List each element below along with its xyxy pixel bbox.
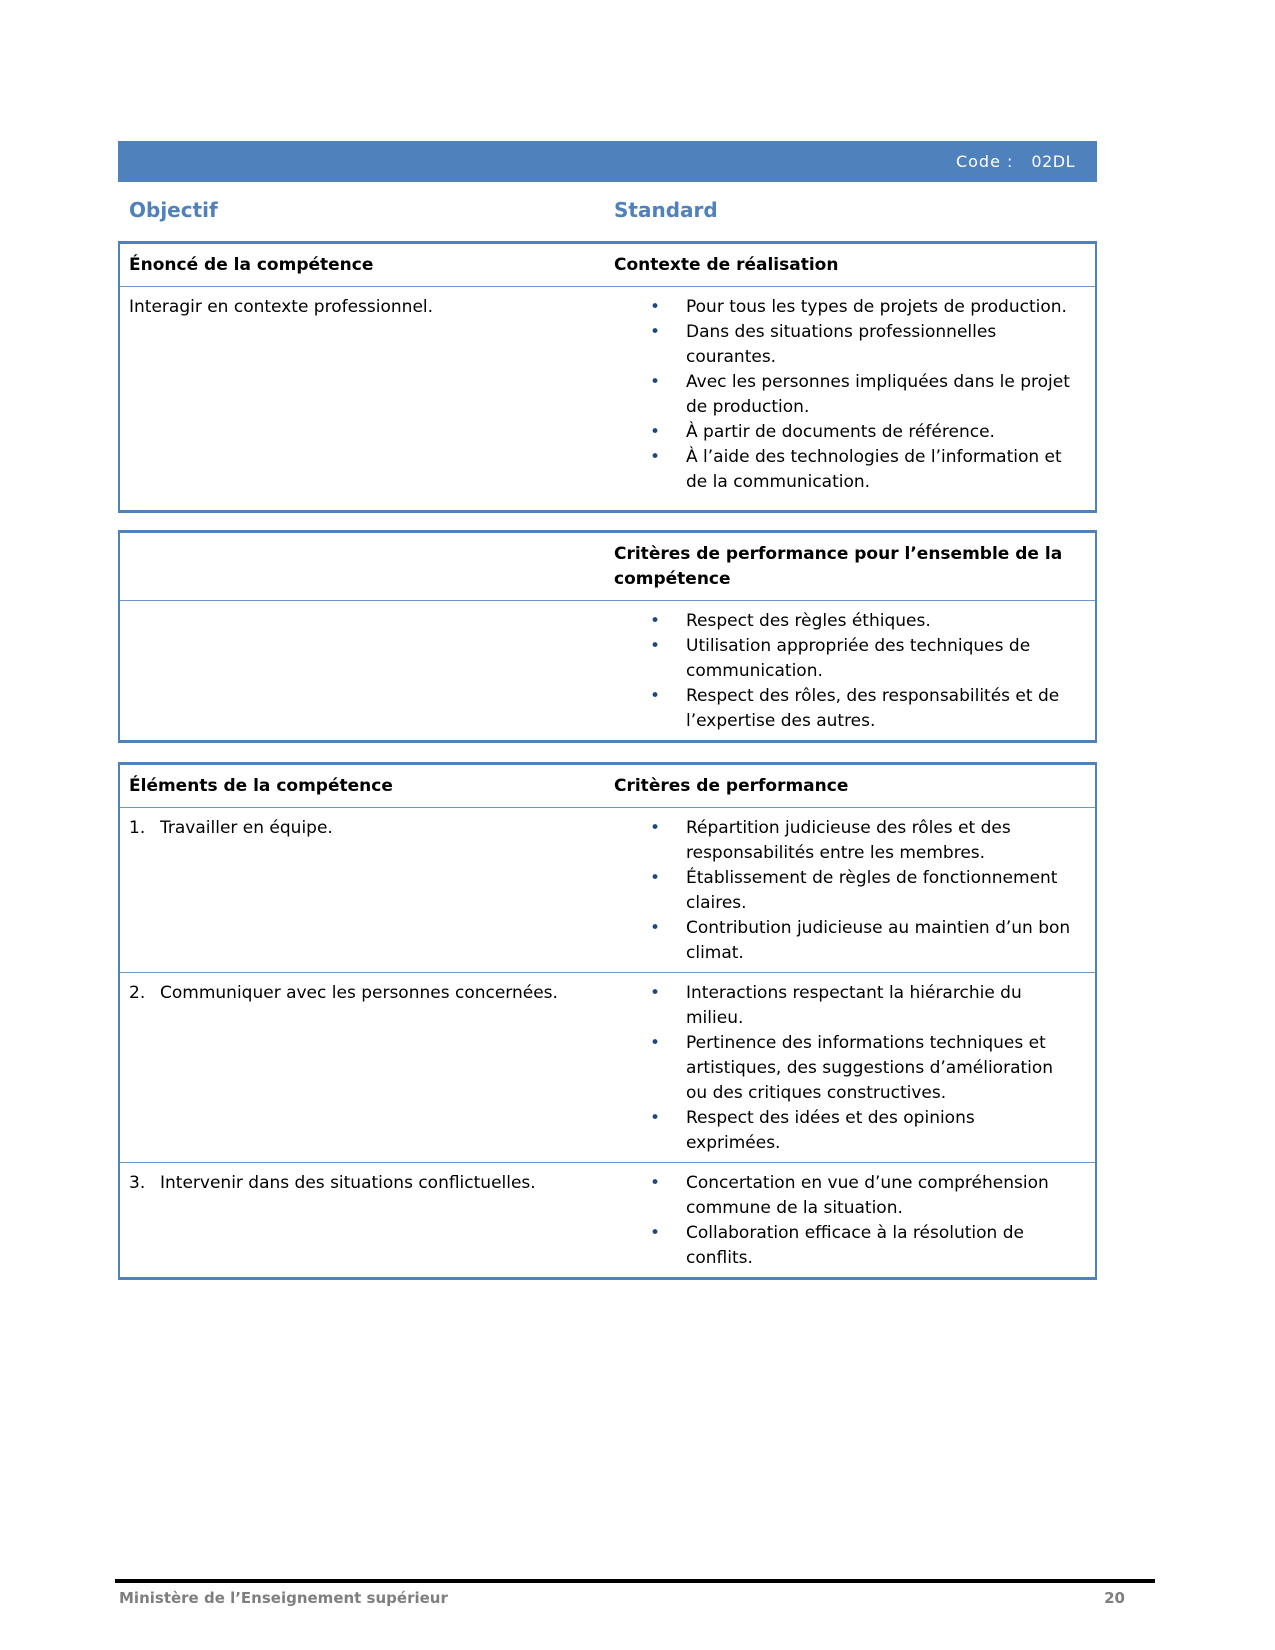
table3-header-row [120,765,1095,808]
criteres-1-cell [614,808,1095,972]
criteres-ensemble-table [118,530,1097,743]
table3-row-3 [120,1162,1095,1277]
bullet-item: • Collaboration efficace à la résolution de conflits. [614,1221,1074,1271]
bullet-item: • Pertinence des informations techniques et artistiques, des suggestions d’amélioration ou des critiques constructives. [614,1031,1074,1106]
bullet-item: • Établissement de règles de fonctionnement claires. [614,866,1074,916]
criteres-ensemble-cell [614,601,1095,740]
element-1-cell [120,808,614,972]
criteres-2-cell [614,973,1095,1162]
element-3-text: Intervenir dans des situations conflictuelles. [160,1173,536,1193]
enonce-contexte-table [118,241,1097,513]
element-3-cell [120,1163,614,1277]
bullet-item: • Respect des règles éthiques. [614,609,1074,634]
criteres-1-bullet-list [614,816,1085,966]
contexte-bullet-list [614,295,1085,495]
criteres-ensemble-header: Critères de performance pour l’ensemble de la compétence [614,544,1063,589]
page-content [118,141,1097,1280]
criteres-ensemble-bullet-list [614,609,1085,734]
enonce-competence-text: Interagir en contexte professionnel. [129,297,434,317]
column-headings [129,197,1097,223]
code-value: 02DL [1031,152,1075,171]
bullet-item: • Respect des rôles, des responsabilités et de l’expertise des autres. [614,684,1074,734]
bullet-item: • Respect des idées et des opinions exprimées. [614,1106,1074,1156]
bullet-item: • Pour tous les types de projets de production. [614,295,1074,320]
criteres-3-bullet-list [614,1171,1085,1271]
table2-body-row [120,601,1095,740]
bullet-item: • Répartition judicieuse des rôles et des responsabilités entre les membres. [614,816,1074,866]
standard-heading: Standard [614,198,718,222]
table2-empty-header-cell [120,533,614,600]
criteres-3-cell [614,1163,1095,1277]
elements-competence-header: Éléments de la compétence [129,776,393,796]
bullet-item: • Dans des situations professionnelles courantes. [614,320,1074,370]
contexte-cell [614,287,1095,510]
element-2-text: Communiquer avec les personnes concernées. [160,983,558,1003]
objectif-heading: Objectif [129,198,218,222]
page-number: 20 [1104,1589,1125,1607]
bullet-item: • Concertation en vue d’une compréhension commune de la situation. [614,1171,1074,1221]
element-3-number: 3. [129,1173,146,1193]
bullet-item: • Avec les personnes impliquées dans le projet de production. [614,370,1074,420]
element-2-cell [120,973,614,1162]
element-1-text: Travailler en équipe. [160,818,333,838]
bullet-item: • Utilisation appropriée des techniques de communication. [614,634,1074,684]
contexte-realisation-header: Contexte de réalisation [614,255,839,275]
table1-body-row [120,287,1095,510]
page-footer [115,1579,1155,1608]
table2-header-row [120,533,1095,601]
footer-ministry-text: Ministère de l’Enseignement supérieur [119,1589,448,1607]
elements-criteres-table [118,762,1097,1280]
bullet-item: • À l’aide des technologies de l’information et de la communication. [614,445,1074,495]
table2-empty-cell [120,601,614,740]
element-1-number: 1. [129,818,146,838]
enonce-competence-header: Énoncé de la compétence [129,255,374,275]
element-2-number: 2. [129,983,146,1003]
code-header-bar [118,141,1097,182]
table3-row-1 [120,808,1095,972]
code-label: Code : [955,152,1014,171]
table1-header-row [120,244,1095,287]
criteres-performance-header: Critères de performance [614,776,849,796]
bullet-item: • Interactions respectant la hiérarchie du milieu. [614,981,1074,1031]
table3-row-2 [120,972,1095,1162]
bullet-item: • Contribution judicieuse au maintien d’un bon climat. [614,916,1074,966]
bullet-item: • À partir de documents de référence. [614,420,1074,445]
criteres-2-bullet-list [614,981,1085,1156]
